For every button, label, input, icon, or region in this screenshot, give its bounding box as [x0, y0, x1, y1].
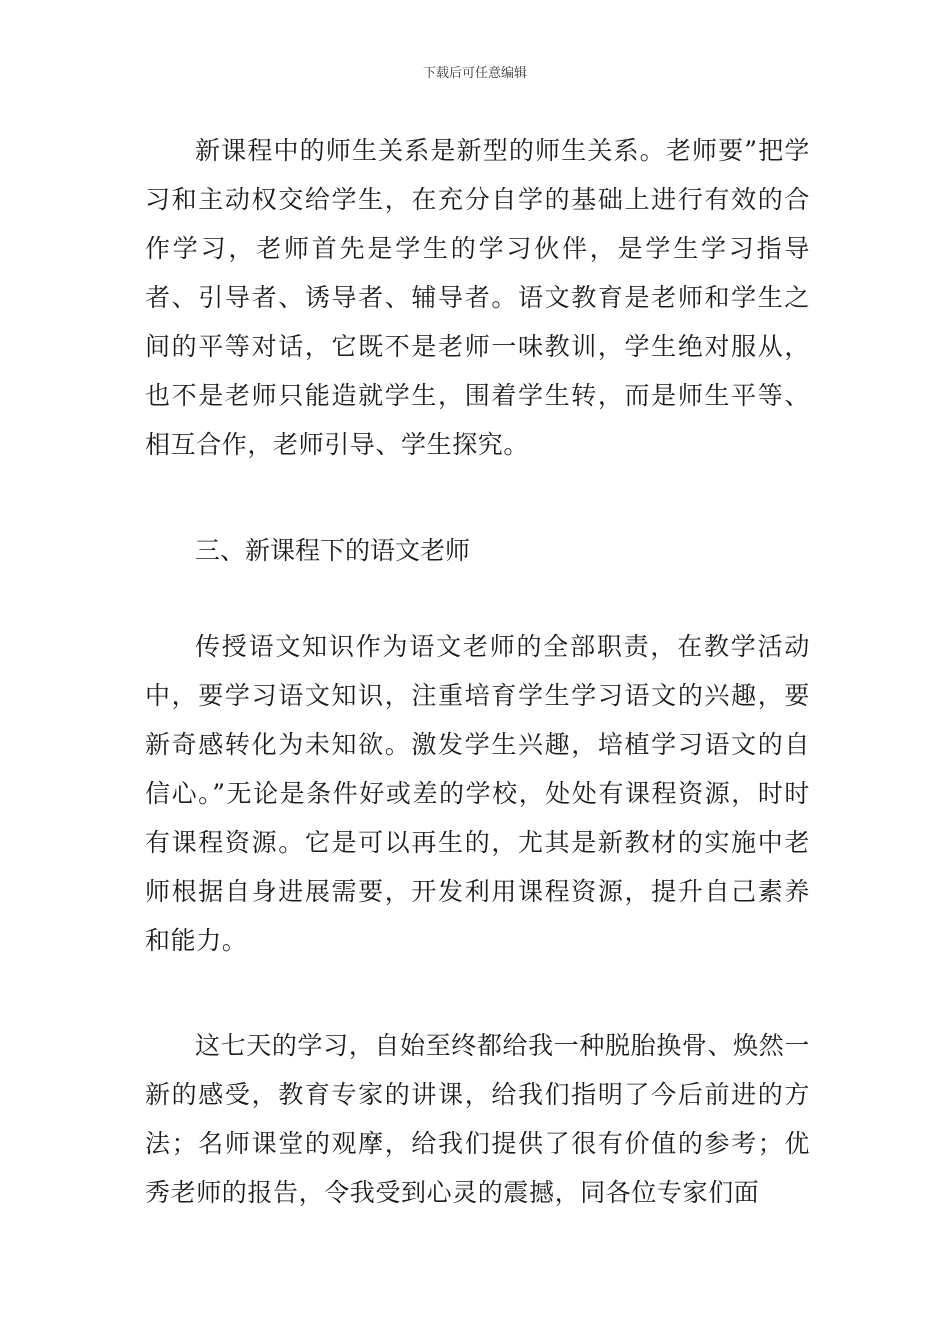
paragraph-language-teacher-duties: 传授语文知识作为语文老师的全部职责，在教学活动中，要学习语文知识，注重培育学生学习语文的兴趣，要新奇感转化为未知欲。激发学生兴趣，培植学习语文的自信心。”无论是条件好或差的学校，处处有课程资源，时时有课程资源。它是可以再生的，尤其是新教材的实施中老师根据自身进展需要，开发利用课程资源，提升自己素养和能力。 — [145, 632, 810, 955]
page-header-note: 下载后可任意编辑 — [422, 66, 527, 81]
section-heading: 三、新课程下的语文老师 — [195, 536, 471, 565]
paragraph-teacher-student-relationship: 新课程中的师生关系是新型的师生关系。老师要”把学习和主动权交给学生，在充分自学的基础上进行有效的合作学习，老师首先是学生的学习伙伴，是学生学习指导者、引导者、诱导者、辅导者。语文教育是老师和学生之间的平等对话，它既不是老师一味教训，学生绝对服从，也不是老师只能造就学生，围着学生转，而是师生平等、相互合作，老师引导、学生探究。 — [145, 136, 810, 459]
paragraph-seven-days-study: 这七天的学习，自始至终都给我一种脱胎换骨、焕然一新的感受，教育专家的讲课，给我们指明了今后前进的方法；名师课堂的观摩，给我们提供了很有价值的参考；优秀老师的报告，令我受到心灵的震撼，同各位专家们面 — [145, 1031, 810, 1207]
